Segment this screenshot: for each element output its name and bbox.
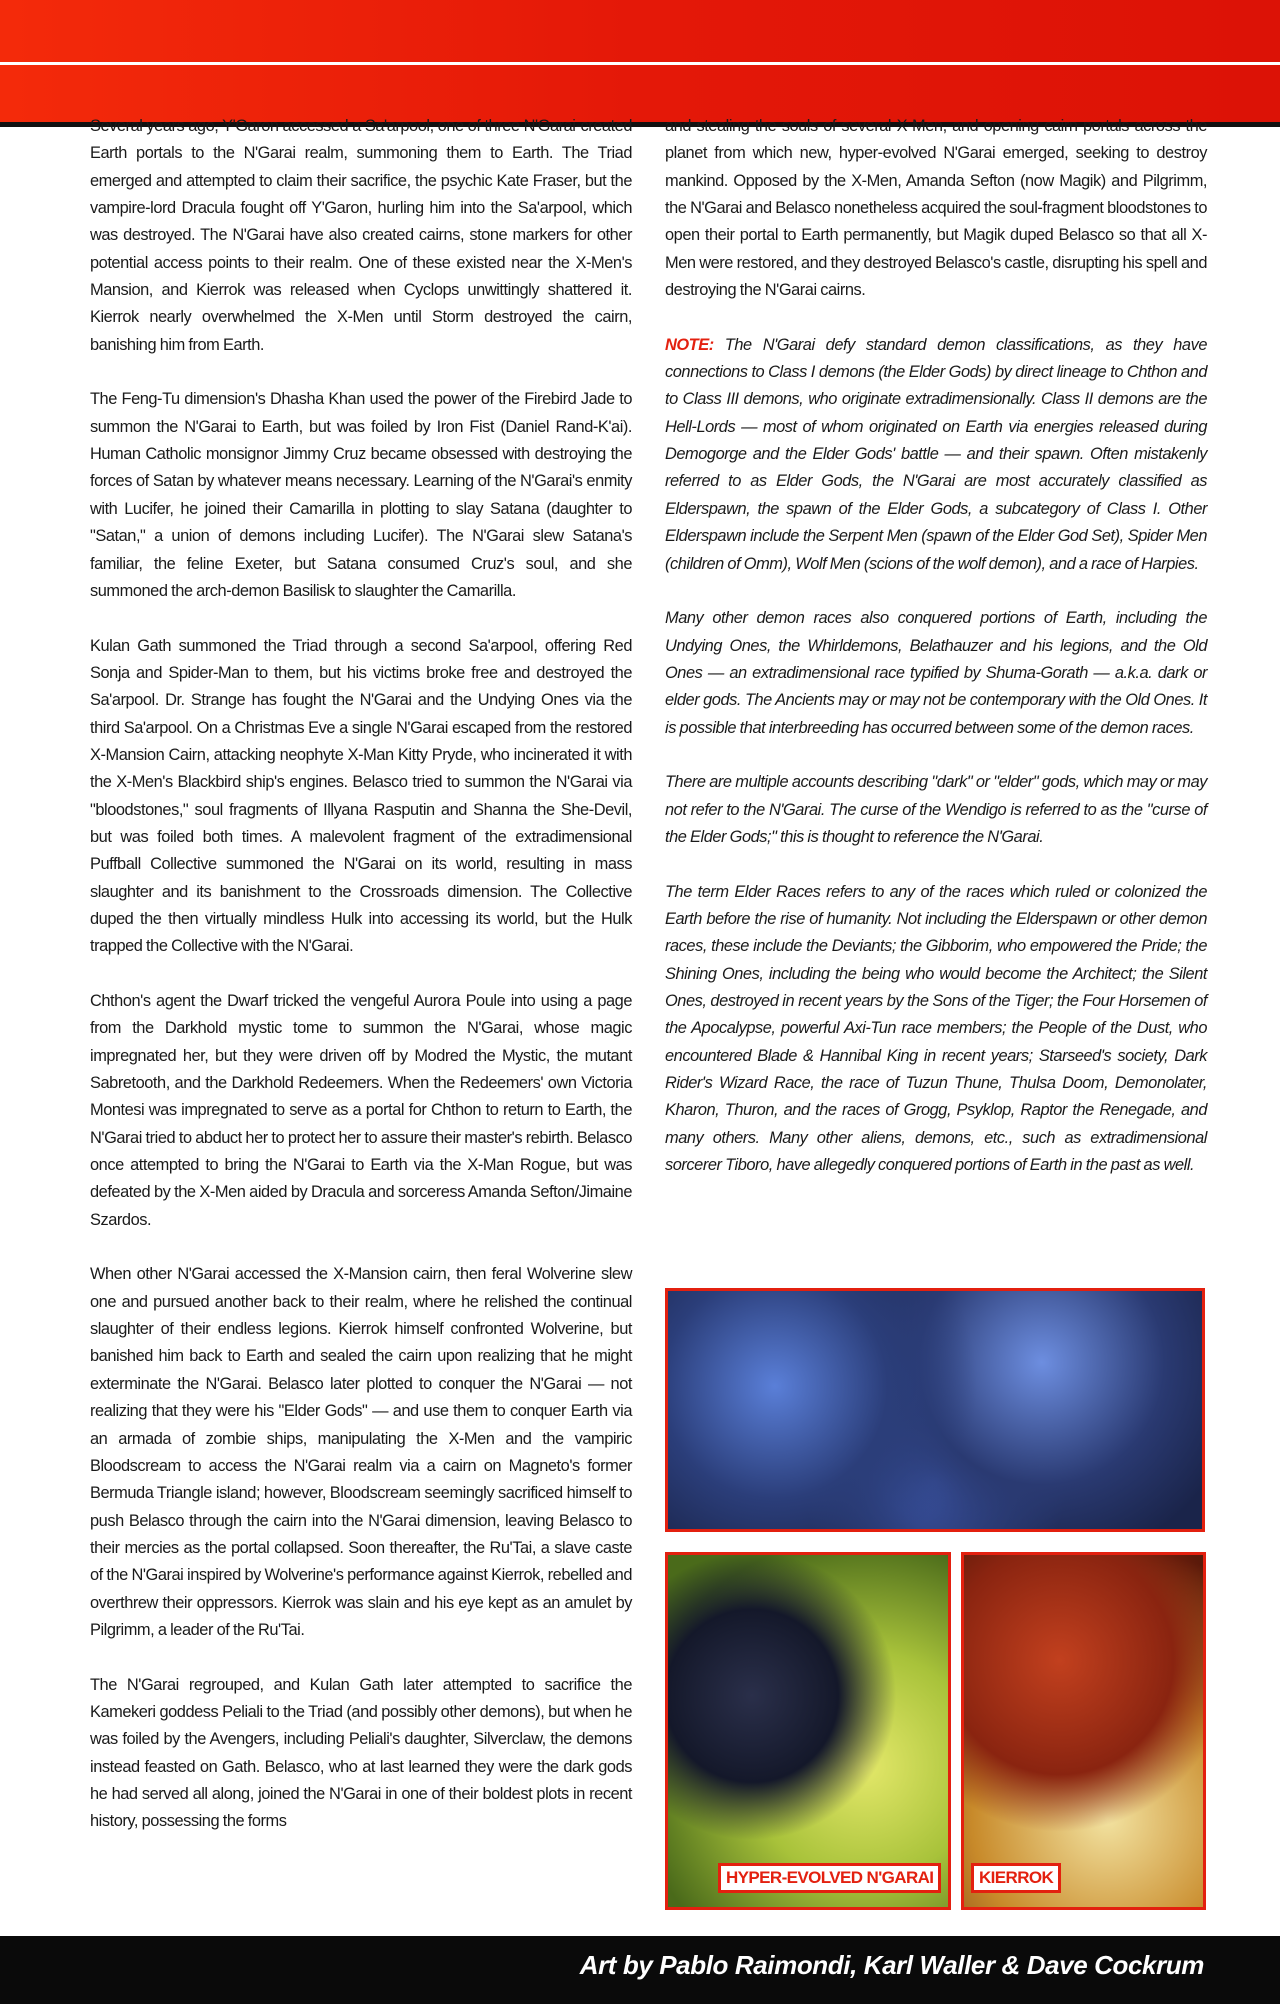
art-credit: Art by Pablo Raimondi, Karl Waller & Dave Cockrum xyxy=(579,1950,1204,1980)
footer-bar xyxy=(0,1936,1280,2004)
paragraph: When other N'Garai accessed the X-Mansion cairn, then feral Wolverine slew one and pursued another back to their realm, where he relished the continual slaughter of their endless legions. Kierrok himself confronted Wolverine, but banished him back to Earth and sealed the cairn upon realizing that he might exterminate the N'Garai. Belasco later plotted to conquer the N'Garai — not realizing that they were his "Elder Gods" — and use them to conquer Earth via an armada of zombie ships, manipulating the X-Men and the vampiric Bloodscream to access the N'Garai realm via a cairn on Magneto's former Bermuda Triangle island; however, Bloodscream seemingly sacrificed himself to push Belasco through the cairn into the N'Garai dimension, leaving Belasco to their mercies as the portal collapsed. Soon thereafter, the Ru'Tai, a slave caste of the N'Garai inspired by Wolverine's performance against Kierrok, rebelled and overthrew their oppressors. Kierrok was slain and his eye kept as an amulet by Pilgrimm, a leader of the Ru'Tai. xyxy=(90,1265,632,1639)
hyper-evolved-ngarai-artwork xyxy=(665,1552,951,1910)
paragraph: The N'Garai regrouped, and Kulan Gath later attempted to sacrifice the Kamekeri goddess Peliali to the Triad (and possibly other demons), but when he was foiled by the Avengers, including Peliali's daughter, Silverclaw, the demons instead feasted on Gath. Belasco, who at last learned they were the dark gods he had served all along, joined the N'Garai in one of their boldest plots in recent history, possessing the forms xyxy=(90,1675,632,1831)
paragraph: There are multiple accounts describing "dark" or "elder" gods, which may or may not refer to the N'Garai. The curse of the Wendigo is referred to as the "curse of the Elder Gods;" this is thought to reference the N'Garai. xyxy=(665,773,1207,846)
paragraph: The Feng-Tu dimension's Dhasha Khan used the power of the Firebird Jade to summon the N'Garai to Earth, but was foiled by Iron Fist (Daniel Rand-K'ai). Human Catholic monsignor Jimmy Cruz became obsessed with destroying the forces of Satan by whatever means necessary. Learning of the N'Garai's enmity with Lucifer, he joined their Camarilla in plotting to slay Satana (daughter to "Satan," a union of demons including Lucifer). The N'Garai slew Satana's familiar, the feline Exeter, but Satana consumed Cruz's soul, and she summoned the arch-demon Basilisk to slaughter the Camarilla. xyxy=(90,390,632,600)
paragraph: The term Elder Races refers to any of the races which ruled or colonized the Earth before the rise of humanity. Not including the Elderspawn or other demon races, these include the Deviants; the Gibborim, who empowered the Pride; the Shining Ones, including the being who would become the Architect; the Silent Ones, destroyed in recent years by the Sons of the Tiger; the Four Horsemen of the Apocalypse, powerful Axi-Tun race members; the People of the Dust, who encountered Blade & Hannibal King in recent years; Starseed's society, Dark Rider's Wizard Race, the race of Tuzun Thune, Thulsa Doom, Demonolater, Kharon, Thuron, and the races of Grogg, Psyklop, Raptor the Renegade, and many others. Many other aliens, demons, etc., such as extradimensional sorcerer Tiboro, have allegedly conquered portions of Earth in the past as well. xyxy=(665,882,1207,1175)
paragraph: Several years ago, Y'Garon accessed a Sa'arpool, one of three N'Garai-created Earth portals to the N'Garai realm, summoning them to Earth. The Triad emerged and attempted to claim their sacrifice, the psychic Kate Fraser, but the vampire-lord Dracula fought off Y'Garon, hurling him into the Sa'arpool, which was destroyed. The N'Garai have also created cairns, stone markers for other potential access points to their realm. One of these existed near the X-Men's Mansion, and Kierrok was released when Cyclops unwittingly shattered it. Kierrok nearly overwhelmed the X-Men until Storm destroyed the cairn, banishing him from Earth. xyxy=(90,117,632,354)
paragraph: and stealing the souls of several X-Men, and opening cairn portals across the planet from which new, hyper-evolved N'Garai emerged, seeking to destroy mankind. Opposed by the X-Men, Amanda Sefton (now Magik) and Pilgrimm, the N'Garai and Belasco nonetheless acquired the soul-fragment bloodstones to open their portal to Earth permanently, but Magik duped Belasco so that all X-Men were restored, and they destroyed Belasco's castle, disrupting his spell and destroying the N'Garai cairns. xyxy=(665,117,1207,300)
note-paragraph xyxy=(665,332,1207,578)
header-banner xyxy=(0,0,1280,122)
image-caption: HYPER-EVOLVED N'GARAI xyxy=(718,1863,941,1893)
note-text: The N'Garai defy standard demon classifications, as they have connections to Class I demons (the Elder Gods) by direct lineage to Chthon and to Class III demons, who originate extradimensionally. Class II demons are the Hell-Lords — most of whom originated on Earth via energies released during Demogorge and the Elder Gods' battle — and their spawn. Often mistakenly referred to as Elder Gods, the N'Garai are most accurately classified as Elderspawn, the spawn of the Elder Gods, a subcategory of Class I. Other Elderspawn include the Serpent Men (spawn of the Elder God Set), Spider Men (children of Omm), Wolf Men (scions of the wolf demon), and a race of Harpies. xyxy=(665,335,1207,573)
paragraph: Chthon's agent the Dwarf tricked the vengeful Aurora Poule into using a page from the Darkhold mystic tome to summon the N'Garai, whose magic impregnated her, but they were driven off by Modred the Mystic, the mutant Sabretooth, and the Darkhold Redeemers. When the Redeemers' own Victoria Montesi was impregnated to serve as a portal for Chthon to return to Earth, the N'Garai tried to abduct her to protect her to assure their master's rebirth. Belasco once attempted to bring the N'Garai to Earth via the X-Man Rogue, but was defeated by the X-Men aided by Dracula and sorceress Amanda Sefton/Jimaine Szardos. xyxy=(90,992,632,1229)
image-caption: KIERROK xyxy=(971,1863,1061,1893)
kierrok-artwork xyxy=(961,1552,1206,1910)
paragraph: Many other demon races also conquered portions of Earth, including the Undying Ones, the Whirldemons, Belathauzer and his legions, and the Old Ones — an extradimensional race typified by Shuma-Gorath — a.k.a. dark or elder gods. The Ancients may or may not be contemporary with the Old Ones. It is possible that interbreeding has occurred between some of the demon races. xyxy=(665,609,1207,737)
note-label: NOTE: xyxy=(665,335,714,354)
ngarai-horde-artwork xyxy=(665,1288,1205,1532)
right-column xyxy=(665,113,1207,1207)
left-column xyxy=(90,113,632,1863)
header-divider xyxy=(0,62,1280,65)
paragraph: Kulan Gath summoned the Triad through a second Sa'arpool, offering Red Sonja and Spider-Man to them, but his victims broke free and destroyed the Sa'arpool. Dr. Strange has fought the N'Garai and the Undying Ones via the third Sa'arpool. On a Christmas Eve a single N'Garai escaped from the restored X-Mansion Cairn, attacking neophyte X-Man Kitty Pryde, who incinerated it with the X-Men's Blackbird ship's engines. Belasco tried to summon the N'Garai via "bloodstones," soul fragments of Illyana Rasputin and Shanna the She-Devil, but was foiled both times. A malevolent fragment of the extradimensional Puffball Collective summoned the N'Garai on its world, resulting in mass slaughter and its banishment to the Crossroads dimension. The Collective duped the then virtually mindless Hulk into accessing its world, but the Hulk trapped the Collective with the N'Garai. xyxy=(90,636,632,956)
